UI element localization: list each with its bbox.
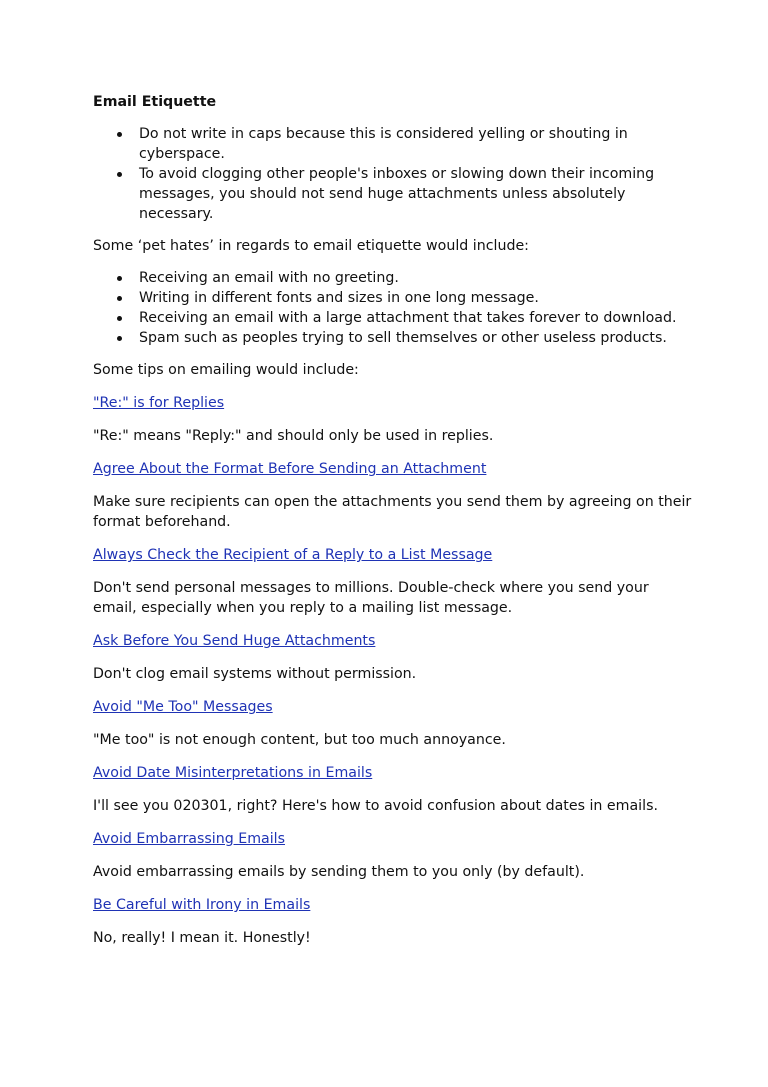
list-item: Writing in different fonts and sizes in one long message. [139,288,693,308]
tip-description: Don't send personal messages to millions. Double-check where you send your email, especially when you reply to a mailing list message. [93,580,649,616]
tip-link-embarrassing-emails[interactable]: Avoid Embarrassing Emails [93,831,285,847]
list-item: Do not write in caps because this is considered yelling or shouting in cyberspace. [139,124,693,164]
tip-link-agree-format[interactable]: Agree About the Format Before Sending an Attachment [93,461,487,477]
tip-description: "Me too" is not enough content, but too much annoyance. [93,732,506,748]
tip-description: Make sure recipients can open the attachments you send them by agreeing on their format beforehand. [93,494,692,530]
tips-intro: Some tips on emailing would include: [93,362,359,378]
tip-link-re-replies[interactable]: "Re:" is for Replies [93,395,225,411]
tip-link-irony[interactable]: Be Careful with Irony in Emails [93,897,311,913]
tip-description: Avoid embarrassing emails by sending them to you only (by default). [93,864,585,880]
document-page [93,92,693,961]
tip-link-ask-before-attachments[interactable]: Ask Before You Send Huge Attachments [93,633,376,649]
tip-description: "Re:" means "Reply:" and should only be used in replies. [93,428,494,444]
tip-description: I'll see you 020301, right? Here's how to avoid confusion about dates in emails. [93,798,658,814]
tip-link-check-recipient[interactable]: Always Check the Recipient of a Reply to a List Message [93,547,493,563]
intro-bullet-list [93,124,693,224]
list-item: Spam such as peoples trying to sell themselves or other useless products. [139,328,693,348]
list-item: Receiving an email with a large attachment that takes forever to download. [139,308,693,328]
list-item: Receiving an email with no greeting. [139,268,693,288]
list-item: To avoid clogging other people's inboxes or slowing down their incoming messages, you should not send huge attachments unless absolutely necessary. [139,164,693,224]
tip-description: Don't clog email systems without permission. [93,666,417,682]
pet-hates-intro: Some ‘pet hates’ in regards to email etiquette would include: [93,238,529,254]
tip-description: No, really! I mean it. Honestly! [93,930,311,946]
pet-hates-list [93,268,693,348]
tip-link-date-misinterpretations[interactable]: Avoid Date Misinterpretations in Emails [93,765,373,781]
tip-link-me-too[interactable]: Avoid "Me Too" Messages [93,699,273,715]
page-title: Email Etiquette [93,94,217,110]
